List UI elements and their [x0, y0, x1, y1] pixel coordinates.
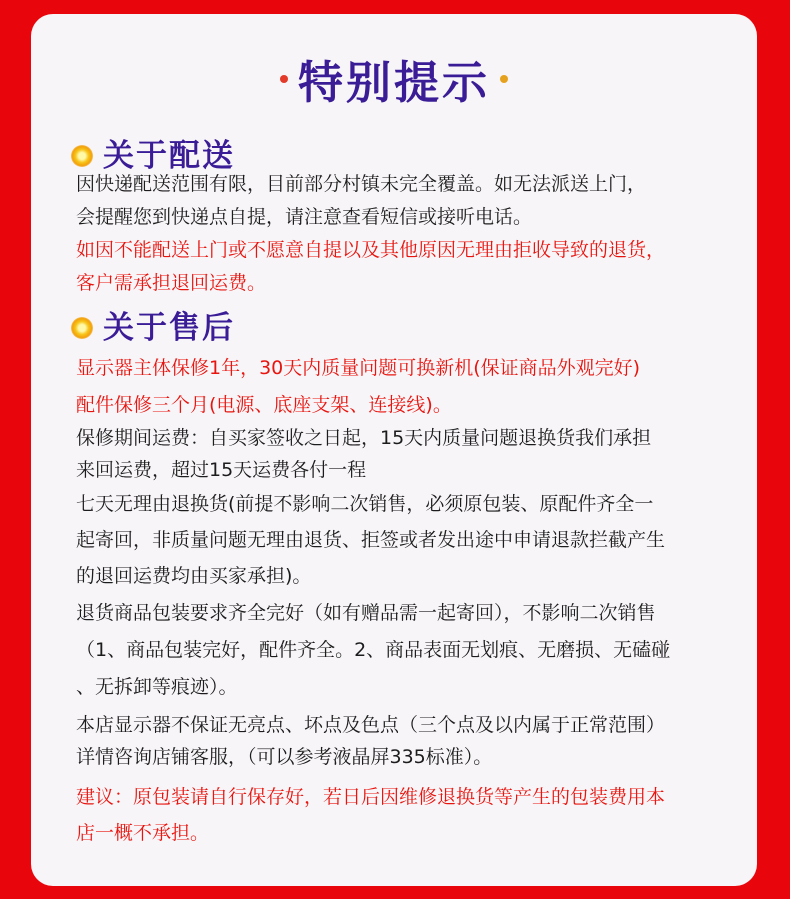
title-row	[31, 46, 757, 111]
aftersales-line-12: 详情咨询店铺客服，（可以参考液晶屏335标准）。	[76, 746, 493, 768]
aftersales-line-7: 的退回运费均由买家承担)。	[76, 565, 312, 587]
delivery-line-4: 客户需承担退回运费。	[76, 272, 267, 294]
bullet-icon	[71, 317, 93, 339]
delivery-line-1: 因快递配送范围有限，目前部分村镇未完全覆盖。如无法派送上门，	[76, 173, 647, 195]
aftersales-line-4: 来回运费，超过15天运费各付一程	[76, 459, 367, 481]
aftersales-line-10: 、无拆卸等痕迹）。	[76, 676, 238, 698]
aftersales-line-6: 起寄回，非质量问题无理由退货、拒签或者发出途中申请退款拦截产生	[76, 529, 666, 551]
delivery-line-2: 会提醒您到快递点自提，请注意查看短信或接听电话。	[76, 206, 533, 228]
aftersales-line-13: 建议：原包装请自行保存好，若日后因维修退换货等产生的包装费用本	[76, 786, 666, 808]
section-aftersales-title: 关于售后	[103, 310, 235, 346]
bullet-icon	[71, 145, 93, 167]
aftersales-line-11: 本店显示器不保证无亮点、坏点及色点（三个点及以内属于正常范围）	[76, 714, 666, 736]
aftersales-line-14: 店一概不承担。	[76, 822, 210, 844]
section-delivery-title: 关于配送	[103, 138, 235, 174]
title-dot-left	[280, 75, 288, 83]
aftersales-line-9: （1、商品包装完好，配件齐全。2、商品表面无划痕、无磨损、无磕碰	[76, 639, 671, 661]
aftersales-line-3: 保修期间运费：自买家签收之日起，15天内质量问题退换货我们承担	[76, 427, 652, 449]
aftersales-line-2: 配件保修三个月(电源、底座支架、连接线)。	[76, 394, 452, 416]
delivery-line-3: 如因不能配送上门或不愿意自提以及其他原因无理由拒收导致的退货，	[76, 239, 666, 261]
aftersales-line-8: 退货商品包装要求齐全完好（如有赠品需一起寄回），不影响二次销售	[76, 602, 656, 624]
title-dot-right	[500, 75, 508, 83]
aftersales-line-5: 七天无理由退换货(前提不影响二次销售，必须原包装、原配件齐全一	[76, 493, 654, 515]
notice-card	[31, 14, 757, 886]
aftersales-line-1: 显示器主体保修1年，30天内质量问题可换新机(保证商品外观完好)	[76, 357, 641, 379]
page-title: 特别提示	[297, 56, 490, 109]
